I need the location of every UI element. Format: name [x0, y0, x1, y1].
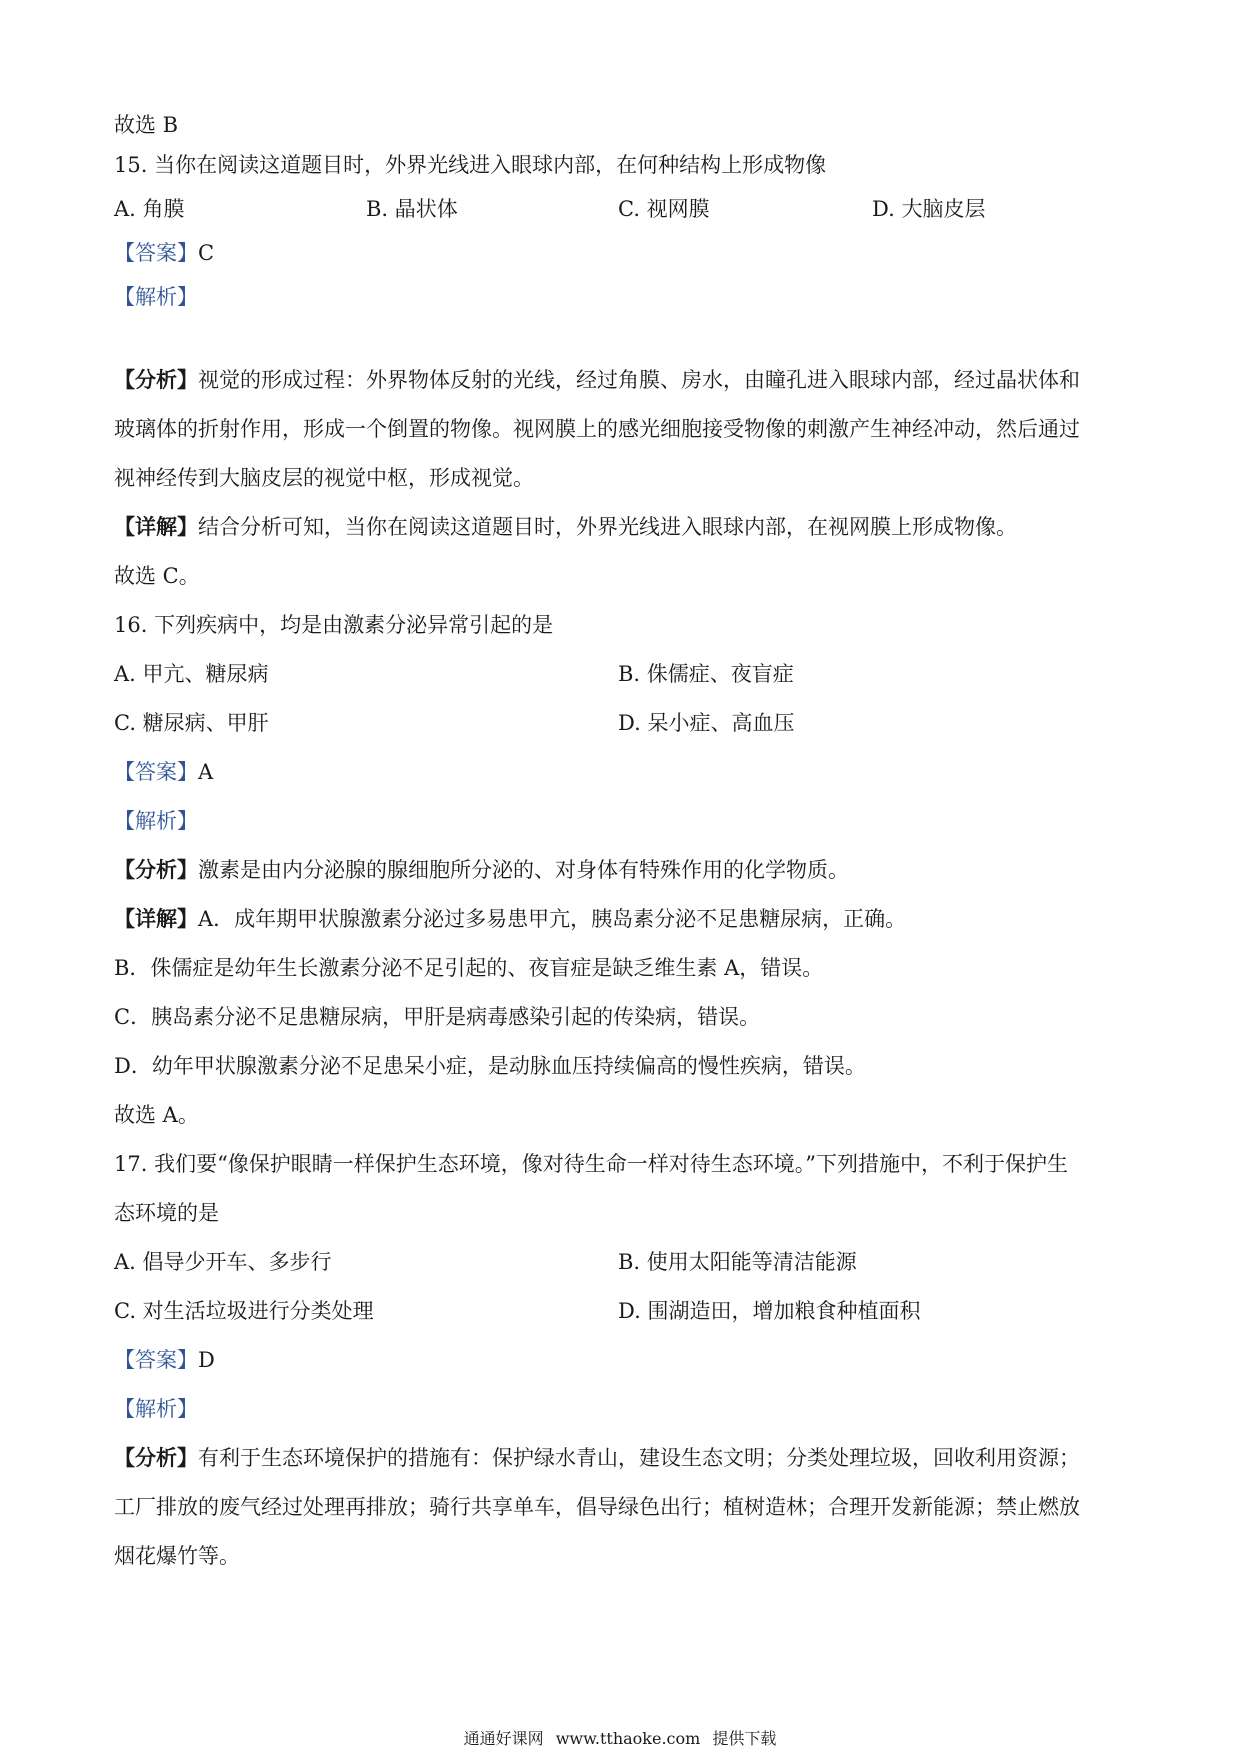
answer-tag: 【答案】	[114, 241, 198, 265]
q16-xiangjie-line-2: B．侏儒症是幼年生长激素分泌不足引起的、夜盲症是缺乏维生素 A，错误。	[114, 956, 824, 980]
answer-tag: 【答案】	[114, 760, 198, 784]
q17-option-c: C. 对生活垃圾进行分类处理	[114, 1299, 374, 1323]
xiangjie-tag: 【详解】	[114, 906, 198, 931]
q17-fenxi-line-2: 工厂排放的废气经过处理再排放；骑行共享单车，倡导绿色出行；植树造林；合理开发新能源；禁止燃放	[114, 1495, 1080, 1519]
answer-value: C	[198, 241, 215, 265]
fenxi-tag: 【分析】	[114, 367, 198, 392]
q17-option-b: B. 使用太阳能等清洁能源	[618, 1250, 857, 1274]
footer-site-url[interactable]: www.tthaoke.com	[555, 1729, 701, 1748]
q15-answer	[114, 238, 214, 268]
q16-xiangjie-line-4: D．幼年甲状腺激素分泌不足患呆小症，是动脉血压持续偏高的慢性疾病，错误。	[114, 1054, 866, 1078]
fenxi-text: 视觉的形成过程：外界物体反射的光线，经过角膜、房水，由瞳孔进入眼球内部，经过晶状体和	[198, 368, 1080, 392]
footer-site-name: 通通好课网	[463, 1729, 544, 1748]
q15-option-c: C. 视网膜	[618, 197, 710, 221]
fenxi-tag: 【分析】	[114, 857, 198, 882]
q16-fenxi	[114, 855, 849, 885]
q15-analysis-tag: 【解析】	[114, 285, 198, 309]
q17-fenxi-line-3: 烟花爆竹等。	[114, 1544, 240, 1568]
q16-option-d: D. 呆小症、高血压	[618, 711, 795, 735]
q16-conclusion: 故选 A。	[114, 1103, 199, 1127]
q15-option-d: D. 大脑皮层	[872, 197, 986, 221]
q15-conclusion: 故选 C。	[114, 564, 200, 588]
q16-option-a: A. 甲亢、糖尿病	[114, 662, 269, 686]
q16-analysis-tag: 【解析】	[114, 809, 198, 833]
q16-xiangjie-line-1	[114, 904, 906, 934]
q16-xiangjie-line-3: C．胰岛素分泌不足患糖尿病，甲肝是病毒感染引起的传染病，错误。	[114, 1005, 761, 1029]
answer-tag: 【答案】	[114, 1348, 198, 1372]
q16-stem: 16. 下列疾病中，均是由激素分泌异常引起的是	[114, 613, 554, 637]
q17-fenxi-line-1	[114, 1443, 1080, 1473]
q15-fenxi-line-3: 视神经传到大脑皮层的视觉中枢，形成视觉。	[114, 466, 534, 490]
q15-stem: 15. 当你在阅读这道题目时，外界光线进入眼球内部，在何种结构上形成物像	[114, 153, 827, 177]
fenxi-text: 激素是由内分泌腺的腺细胞所分泌的、对身体有特殊作用的化学物质。	[198, 858, 849, 882]
q17-analysis-tag: 【解析】	[114, 1397, 198, 1421]
q15-fenxi-line-1	[114, 365, 1080, 395]
q15-xiangjie	[114, 512, 1017, 542]
xiangjie-text: 结合分析可知，当你在阅读这道题目时，外界光线进入眼球内部，在视网膜上形成物像。	[198, 515, 1017, 539]
q17-stem-line-1: 17. 我们要“像保护眼睛一样保护生态环境，像对待生命一样对待生态环境。”下列措施中，不利于保护生	[114, 1152, 1069, 1176]
q17-answer	[114, 1345, 215, 1375]
fenxi-text: 有利于生态环境保护的措施有：保护绿水青山，建设生态文明；分类处理垃圾，回收利用资源；	[198, 1446, 1080, 1470]
q17-option-d: D. 围湖造田，增加粮食种植面积	[618, 1299, 921, 1323]
q16-option-b: B. 侏儒症、夜盲症	[618, 662, 794, 686]
footer-note: 提供下载	[712, 1729, 777, 1748]
q16-answer	[114, 757, 213, 787]
answer-value: A	[198, 760, 214, 784]
q17-option-a: A. 倡导少开车、多步行	[114, 1250, 332, 1274]
q15-option-a: A. 角膜	[114, 197, 185, 221]
page-footer	[0, 1728, 1240, 1750]
prev-conclusion: 故选 B	[114, 113, 179, 137]
fenxi-tag: 【分析】	[114, 1445, 198, 1470]
answer-value: D	[198, 1348, 215, 1372]
xiangjie-tag: 【详解】	[114, 514, 198, 539]
q15-option-b: B. 晶状体	[366, 197, 458, 221]
q17-stem-line-2: 态环境的是	[114, 1201, 219, 1225]
xiangjie-text: A．成年期甲状腺激素分泌过多易患甲亢，胰岛素分泌不足患糖尿病，正确。	[198, 907, 907, 931]
q15-fenxi-line-2: 玻璃体的折射作用，形成一个倒置的物像。视网膜上的感光细胞接受物像的刺激产生神经冲动，然后通过	[114, 417, 1080, 441]
q16-option-c: C. 糖尿病、甲肝	[114, 711, 269, 735]
